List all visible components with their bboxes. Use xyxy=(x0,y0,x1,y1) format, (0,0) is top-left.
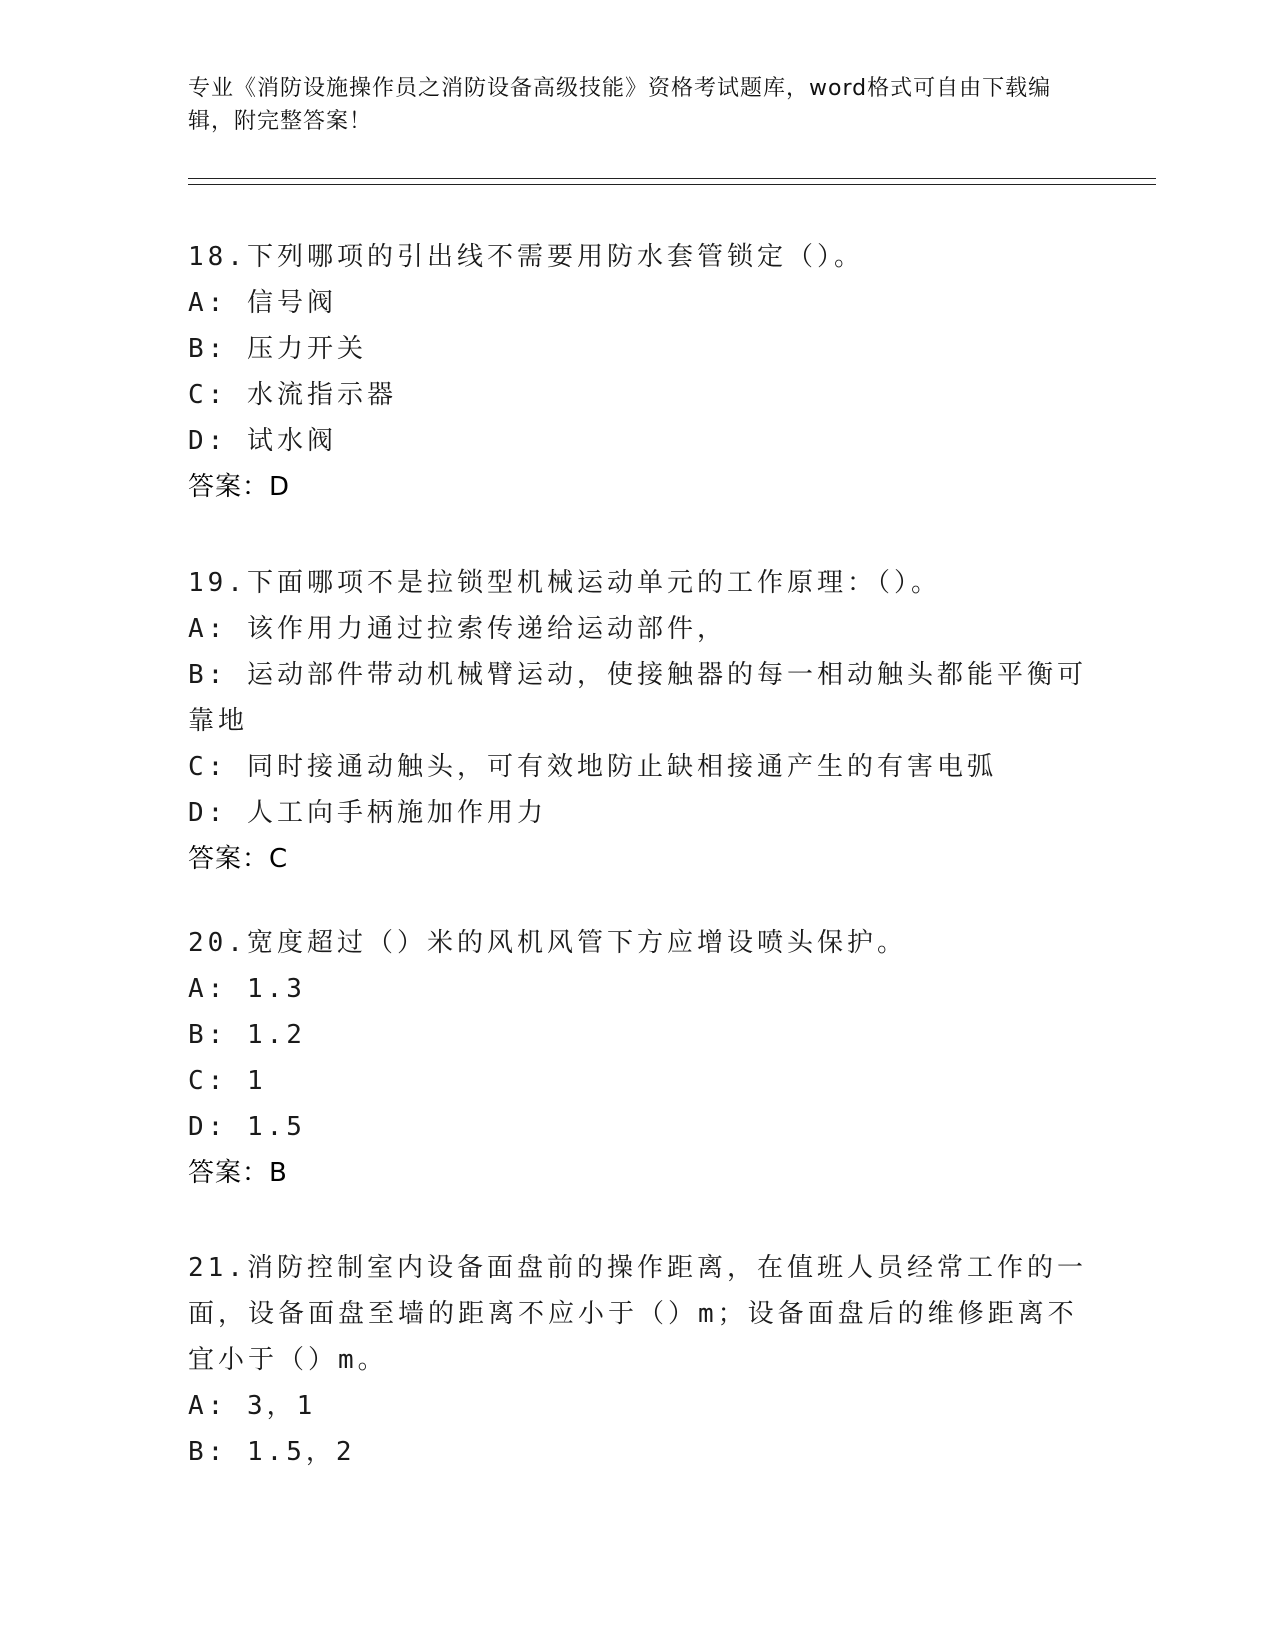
option-d: D: 试水阀 xyxy=(188,426,337,456)
question-stem: 18.下列哪项的引出线不需要用防水套管锁定（）。 xyxy=(188,242,864,272)
option-d: D: 人工向手柄施加作用力 xyxy=(188,798,547,828)
option-d: D: 1.5 xyxy=(188,1112,306,1142)
question-19 xyxy=(188,560,1088,882)
question-stem: 20.宽度超过（）米的风机风管下方应增设喷头保护。 xyxy=(188,928,907,958)
header-divider-bottom xyxy=(188,184,1156,185)
question-20 xyxy=(188,920,1088,1196)
option-c: C: 水流指示器 xyxy=(188,380,397,410)
answer-line: 答案：D xyxy=(188,472,291,502)
question-21 xyxy=(188,1245,1088,1475)
option-a: A: 1.3 xyxy=(188,974,306,1004)
option-a: A: 3，1 xyxy=(188,1391,317,1421)
document-header-intro: 专业《消防设施操作员之消防设备高级技能》资格考试题库，word格式可自由下载编辑，附完整答案！ xyxy=(188,76,1052,134)
option-c: C: 同时接通动触头，可有效地防止缺相接通产生的有害电弧 xyxy=(188,752,997,782)
option-a: A: 该作用力通过拉索传递给运动部件， xyxy=(188,614,727,644)
option-b: B: 压力开关 xyxy=(188,334,367,364)
header-divider-top xyxy=(188,178,1156,179)
option-c: C: 1 xyxy=(188,1066,267,1096)
question-stem: 19.下面哪项不是拉锁型机械运动单元的工作原理：（）。 xyxy=(188,568,941,598)
answer-line: 答案：C xyxy=(188,844,289,874)
question-stem: 21.消防控制室内设备面盘前的操作距离，在值班人员经常工作的一面，设备面盘至墙的距离不应小于（）m；设备面盘后的维修距离不宜小于（）m。 xyxy=(188,1253,1087,1375)
option-b: B: 运动部件带动机械臂运动，使接触器的每一相动触头都能平衡可靠地 xyxy=(188,660,1087,736)
question-18 xyxy=(188,234,1088,510)
option-a: A: 信号阀 xyxy=(188,288,337,318)
option-b: B: 1.5，2 xyxy=(188,1437,356,1467)
option-b: B: 1.2 xyxy=(188,1020,306,1050)
answer-line: 答案：B xyxy=(188,1158,288,1188)
